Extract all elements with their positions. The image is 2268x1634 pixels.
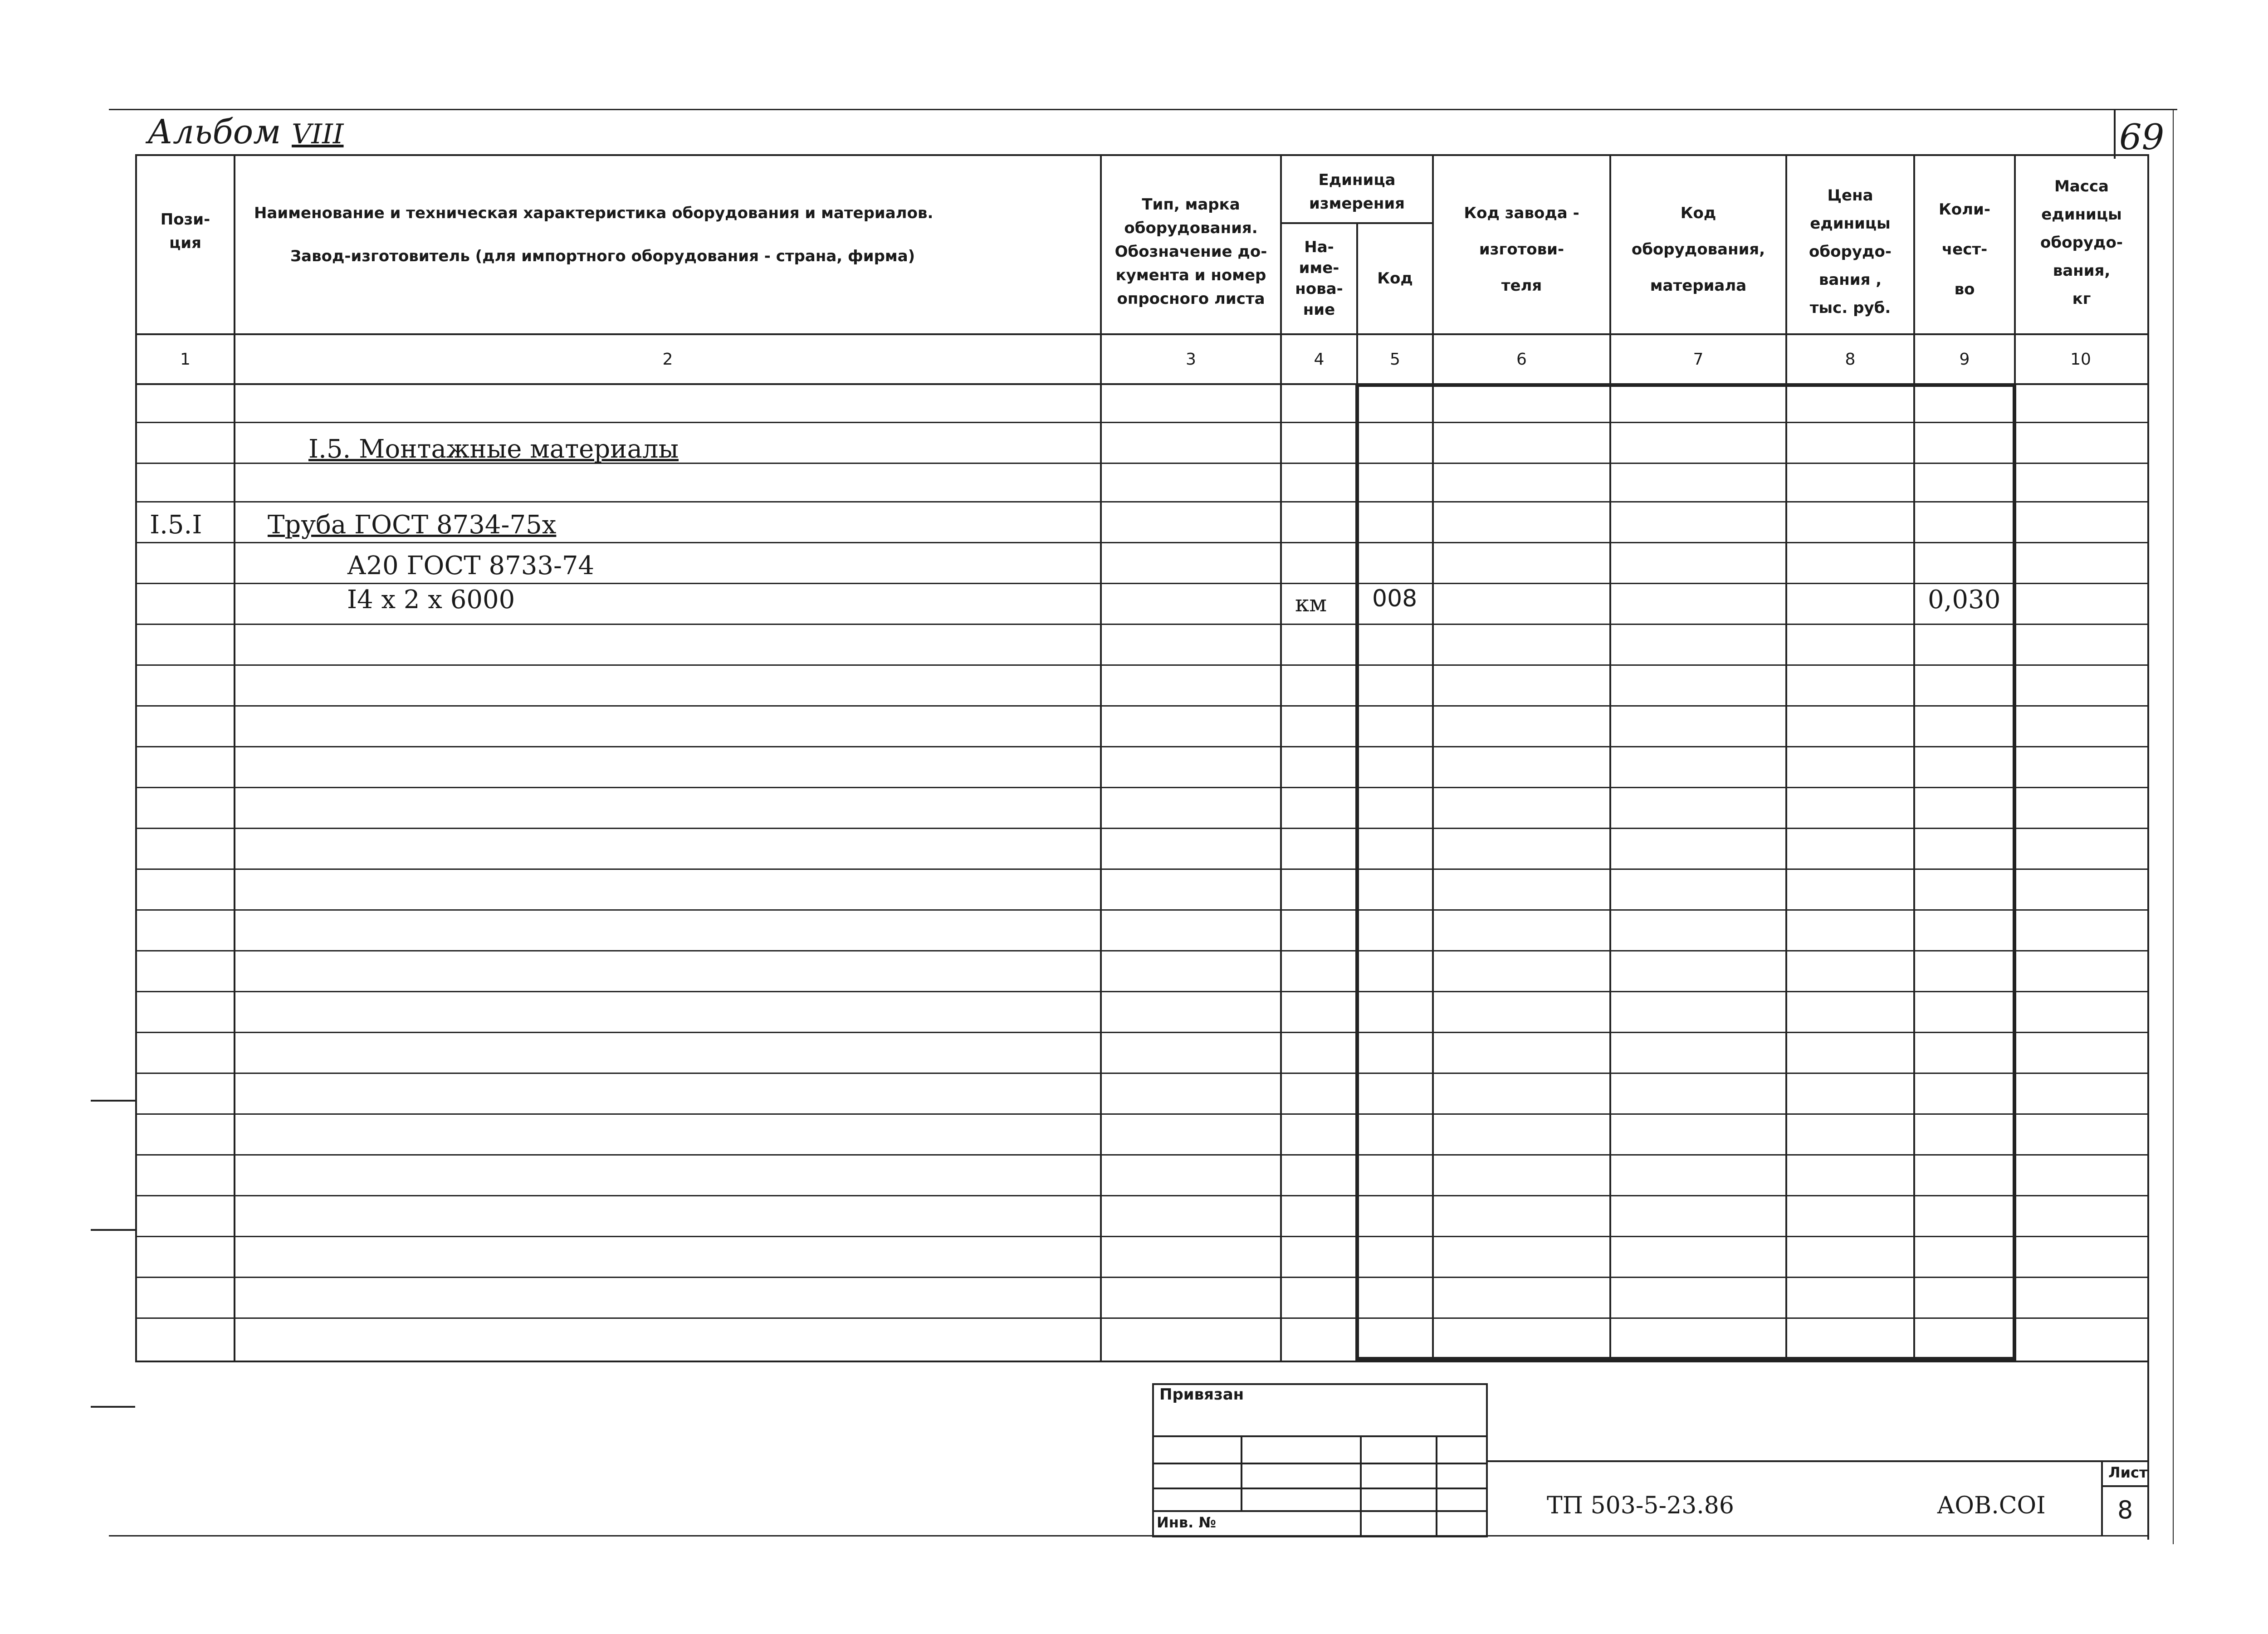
column-number-4: 4 — [1314, 350, 1325, 369]
sheet-number: 8 — [2117, 1496, 2133, 1524]
row-line — [135, 422, 2149, 423]
row-line — [135, 501, 2149, 502]
row-line — [135, 787, 2149, 788]
unit-code-value: 008 — [1372, 585, 1418, 612]
item-line-1: Труба ГОСТ 8734-75х — [268, 510, 557, 540]
row-line — [135, 1032, 2149, 1033]
row-line — [135, 950, 2149, 951]
row-line — [135, 542, 2149, 543]
thick-right — [2013, 383, 2016, 1361]
row-line — [135, 746, 2149, 747]
header-price: Цена единицы оборудо- вания , тыс. руб. — [1809, 186, 1892, 317]
column-number-6: 6 — [1516, 350, 1527, 369]
stamp-vline-2 — [1360, 1435, 1362, 1535]
row-line — [135, 1317, 2149, 1319]
row-line — [135, 909, 2149, 911]
column-number-8: 8 — [1845, 350, 1856, 369]
sheet-code: АОВ.СОI — [1937, 1492, 2046, 1519]
unit-name-value: км — [1295, 590, 1327, 617]
header-equipment-code: Код оборудования, материала — [1631, 204, 1765, 295]
margin-tick-2 — [91, 1229, 135, 1231]
stamp-line-4 — [1152, 1510, 1488, 1512]
doc-code: ТП 503-5-23.86 — [1547, 1492, 1734, 1519]
header-quantity: Коли- чест- во — [1939, 200, 1990, 298]
album-title — [147, 112, 344, 151]
row-line — [135, 868, 2149, 870]
item-position: I.5.I — [150, 510, 202, 540]
row-line — [135, 705, 2149, 707]
column-number-9: 9 — [1959, 350, 1970, 369]
stamp-vline-3 — [1436, 1435, 1437, 1535]
row-line — [135, 1073, 2149, 1074]
column-number-2: 2 — [662, 350, 673, 369]
sheet-label: Лист — [2108, 1464, 2148, 1481]
header-unit-code: Код — [1377, 269, 1413, 288]
stamp-line-2 — [1152, 1463, 1488, 1464]
header-unit-group: Единица измерения — [1309, 171, 1405, 213]
bound-label: Привязан — [1159, 1385, 1244, 1404]
header-factory-code: Код завода - изготови- теля — [1464, 204, 1579, 295]
row-line — [135, 664, 2149, 666]
item-line-2: А20 ГОСТ 8733-74 — [347, 551, 595, 580]
page-number-divider — [2114, 109, 2116, 159]
column-number-10: 10 — [2070, 350, 2091, 369]
top-border — [109, 109, 2177, 110]
stamp-top-line — [135, 1361, 2149, 1362]
table-right — [2147, 154, 2149, 1540]
row-line — [135, 1113, 2149, 1115]
right-edge-line — [2173, 109, 2174, 1544]
margin-tick-1 — [91, 1100, 135, 1102]
title-block-top — [1488, 1460, 2149, 1462]
row-line — [135, 1154, 2149, 1156]
column-number-5: 5 — [1390, 350, 1400, 369]
header-mass: Масса единицы оборудо- вания, кг — [2040, 177, 2123, 308]
sheet-box-divider — [2101, 1485, 2149, 1487]
thick-bottom — [1355, 1357, 2016, 1361]
stamp-line-1 — [1152, 1435, 1488, 1437]
column-number-3: 3 — [1186, 350, 1196, 369]
item-line-3: I4 х 2 х 6000 — [347, 585, 515, 615]
margin-tick-3 — [91, 1406, 135, 1408]
thick-left — [1355, 383, 1359, 1361]
album-label: Альбом — [147, 112, 281, 151]
column-number-1: 1 — [180, 350, 191, 369]
row-line — [135, 828, 2149, 829]
row-line — [135, 1277, 2149, 1278]
album-volume: VIII — [292, 118, 344, 150]
page-number: 69 — [2119, 117, 2165, 158]
row-line — [135, 583, 2149, 584]
inv-label: Инв. № — [1157, 1514, 1216, 1531]
column-number-7: 7 — [1693, 350, 1704, 369]
row-line — [135, 624, 2149, 625]
thick-top — [1355, 383, 2016, 387]
stamp-vline-1 — [1241, 1435, 1242, 1510]
header-unit-name: На- име- нова- ние — [1295, 238, 1343, 319]
header-name-line1: Наименование и техническая характеристика оборудования и материалов. — [254, 204, 934, 222]
header-type-mark: Тип, марка оборудования. Обозначение до- кумента и номер опросного листа — [1114, 195, 1267, 308]
section-title-text: I.5. Монтажные материалы — [308, 434, 679, 464]
row-line — [135, 1236, 2149, 1237]
header-position: Пози- ция — [160, 210, 210, 252]
quantity-value: 0,030 — [1928, 585, 2001, 615]
section-title — [308, 434, 679, 464]
table-top — [135, 154, 2149, 156]
stamp-line-3 — [1152, 1488, 1488, 1489]
row-line — [135, 991, 2149, 992]
bottom-border — [109, 1535, 2149, 1536]
row-line — [135, 1195, 2149, 1196]
header-name-line2: Завод-изготовитель (для импортного оборудования - страна, фирма) — [290, 247, 915, 265]
